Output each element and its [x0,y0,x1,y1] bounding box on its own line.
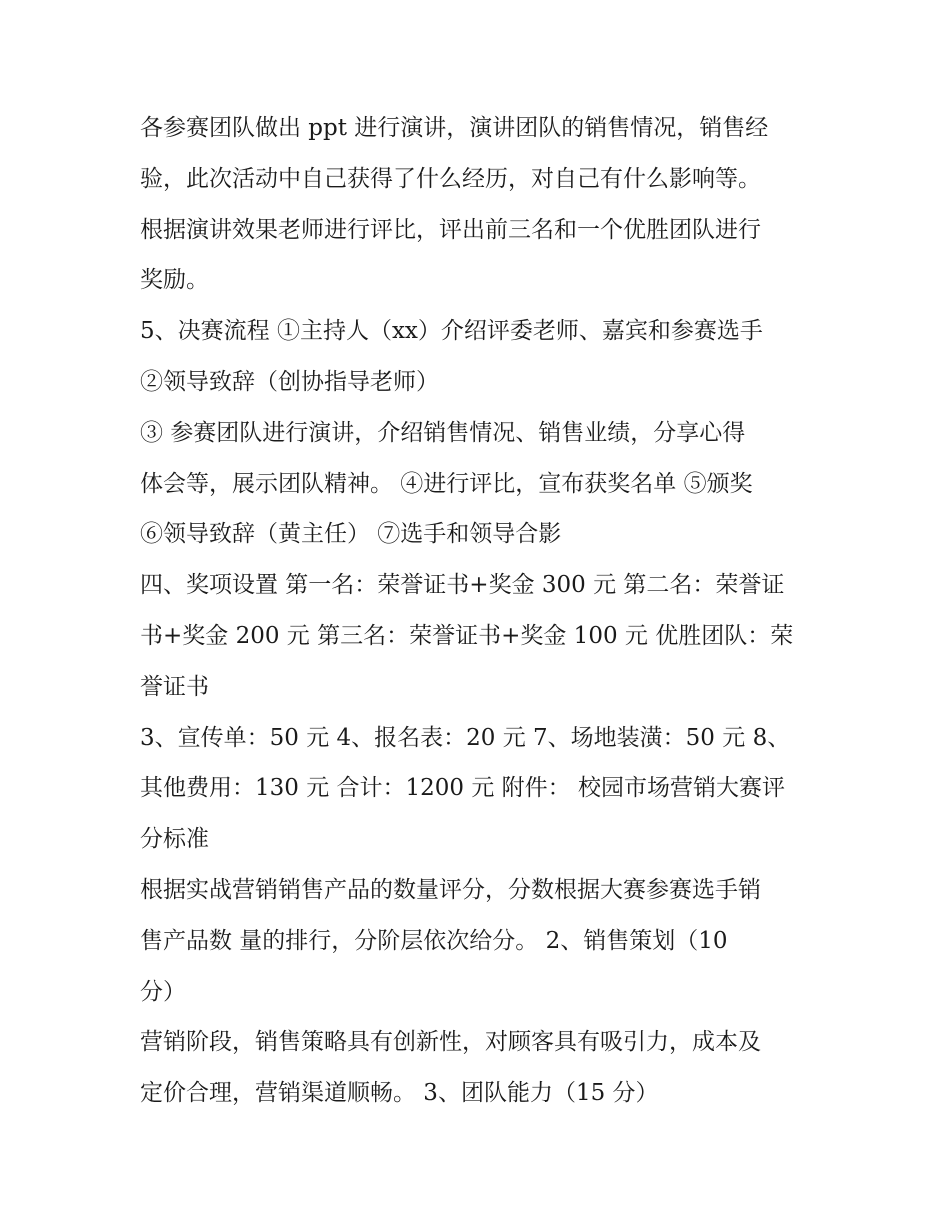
text-line: 奖励。 [140,267,209,294]
text-line: 各参赛团队做出 ppt 进行演讲，演讲团队的销售情况，销售经 [140,115,769,141]
text-line: 四、奖项设置 第一名：荣誉证书+奖金 300 元 第二名：荣誉证 [140,572,785,599]
text-line: 定价合理，营销渠道顺畅。 3、团队能力（15 分） [140,1080,659,1107]
text-line: 分） [140,978,186,1005]
text-line: 根据实战营销销售产品的数量评分，分数根据大赛参赛选手销 [140,876,761,903]
text-line: 验，此次活动中自己获得了什么经历，对自己有什么影响等。 [140,165,761,192]
text-line: 营销阶段，销售策略具有创新性，对顾客具有吸引力，成本及 [140,1029,761,1056]
text-line: 书+奖金 200 元 第三名：荣誉证书+奖金 100 元 优胜团队：荣 [140,622,794,649]
text-line: 其他费用：130 元 合计：1200 元 附件： 校园市场营销大赛评 [140,775,785,802]
text-line: ③ 参赛团队进行演讲，介绍销售情况、销售业绩，分享心得 [140,419,746,446]
text-line: 售产品数 量的排行，分阶层依次给分。 2、销售策划（10 [140,927,728,954]
document-body [140,103,820,1119]
text-line: ⑥领导致辞（黄主任） ⑦选手和领导合影 [140,521,562,548]
text-line: ②领导致辞（创协指导老师） [140,368,439,395]
text-line: 体会等，展示团队精神。 ④进行评比，宣布获奖名单 ⑤颁奖 [140,470,753,497]
text-line: 分标准 [140,826,209,853]
text-line: 3、宣传单：50 元 4、报名表：20 元 7、场地装潢：50 元 8、 [140,724,791,751]
text-line: 誉证书 [140,673,209,700]
text-line: 根据演讲效果老师进行评比，评出前三名和一个优胜团队进行 [140,216,761,243]
text-line: 5、决赛流程 ①主持人（xx）介绍评委老师、嘉宾和参赛选手 [140,318,763,345]
